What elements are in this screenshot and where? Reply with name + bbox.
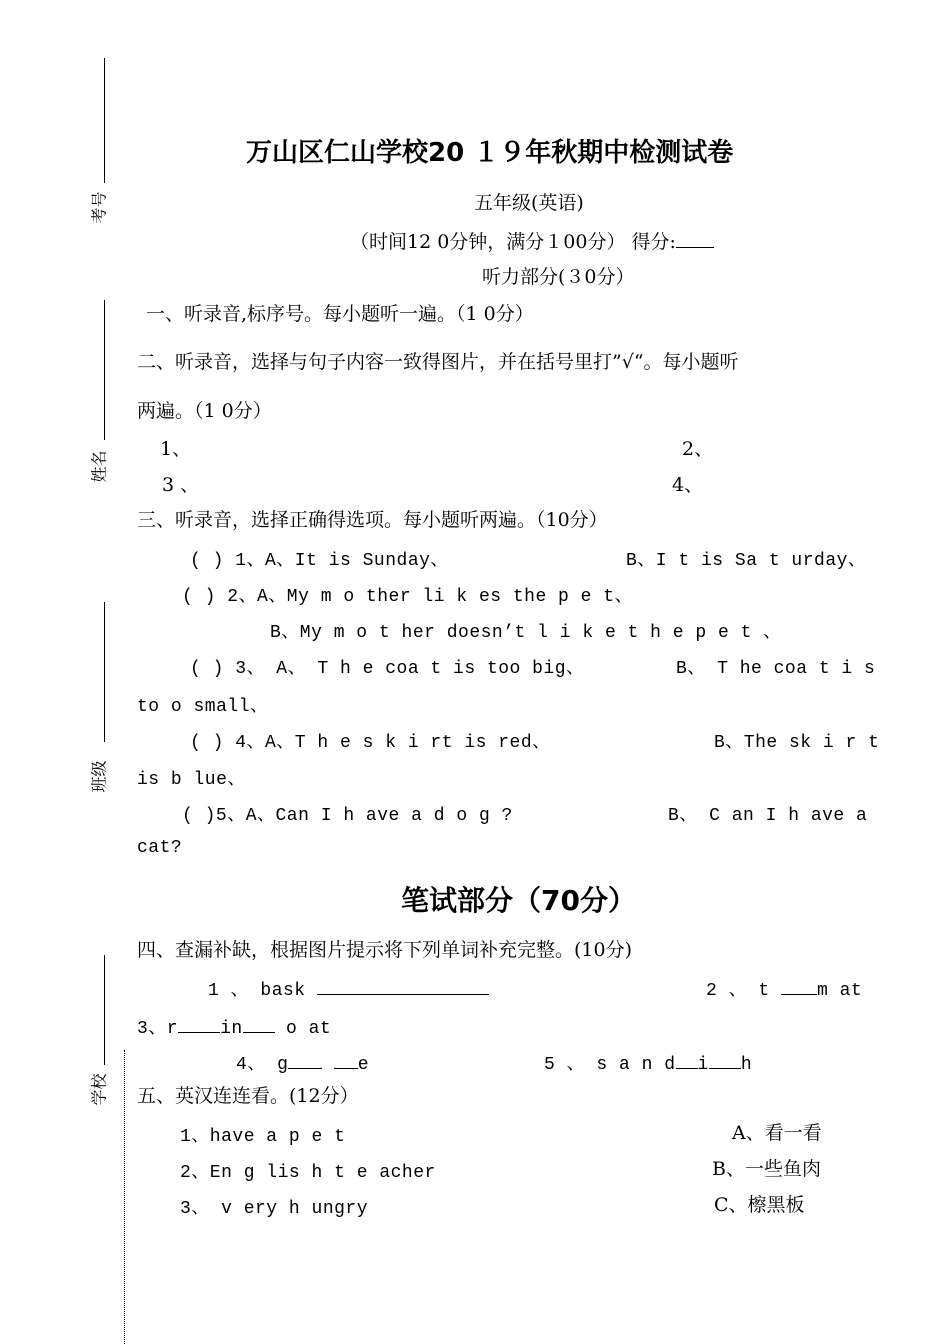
q5-english-3: 3、 v ery h ungry	[180, 1199, 369, 1219]
q2-item-2: 2、	[682, 438, 714, 460]
q5-chinese-c: C、檫黑板	[714, 1194, 805, 1216]
q4-word-3	[137, 1013, 331, 1039]
q3-item5-option-b-cont: cat?	[137, 838, 183, 858]
q4-word-5-text-b: i	[697, 1055, 709, 1075]
q2-item-4: 4、	[672, 474, 704, 496]
q4-word-1-text: 1 、 bask	[208, 981, 306, 1001]
q5-instruction: 五、英汉连连看。(12分）	[137, 1085, 359, 1107]
q3-item4-option-b: B、The sk i r t	[714, 733, 880, 753]
q3-instruction: 三、听录音，选择正确得选项。每小题听两遍。（10分）	[137, 509, 608, 531]
q4-word-4-blank-2[interactable]	[334, 1050, 358, 1069]
q4-word-1-blank[interactable]	[317, 976, 489, 995]
q2-instruction-line1: 二、听录音，选择与句子内容一致得图片，并在括号里打”√“。每小题听	[137, 351, 739, 373]
time-info: （时间12 0分钟，满分１00分） 得分:	[350, 231, 676, 253]
margin-label-banji: 班级	[89, 760, 109, 793]
q4-word-5-blank-1[interactable]	[676, 1050, 698, 1069]
margin-line-kaohao	[104, 58, 105, 183]
q4-word-1	[208, 975, 489, 1001]
margin-line-xuexiao	[104, 955, 105, 1065]
q4-word-2-text-b: m at	[817, 981, 863, 1001]
q3-item4-option-a: ( ) 4、A、T h e s k i rt is red、	[190, 733, 551, 753]
q4-word-3-text-c: o at	[286, 1019, 332, 1039]
q5-english-1: 1、have a p e t	[180, 1127, 346, 1147]
q4-word-3-text-a: 3、r	[137, 1019, 179, 1039]
q3-item4-option-b-cont: is b lue、	[137, 770, 246, 790]
margin-line-xingming	[104, 300, 105, 440]
q2-item-1: 1、	[160, 438, 192, 460]
q2-instruction-line2: 两遍。（1 0分）	[137, 400, 272, 422]
q4-word-2-text-a: 2 、 t	[706, 981, 770, 1001]
q3-item5-option-b: B、 C an I h ave a	[668, 806, 868, 826]
listening-title: 听力部分(３0分）	[482, 266, 635, 288]
q4-word-3-text-b: in	[220, 1019, 243, 1039]
q3-item1-option-b: B、I t is Sa t urday、	[626, 551, 867, 571]
q3-item5-option-a: ( )5、A、Can I h ave a d o g ?	[182, 806, 513, 826]
q3-item1-option-a: ( ) 1、A、It is Sunday、	[190, 551, 449, 571]
q5-chinese-a: A、看一看	[732, 1122, 822, 1144]
q4-word-3-blank-2[interactable]	[243, 1014, 275, 1033]
grade-subject: 五年级(英语)	[474, 192, 584, 214]
score-blank	[676, 229, 714, 248]
q4-word-4-text-b: e	[357, 1055, 370, 1075]
q1-instruction: 一、听录音,标序号。每小题听一遍。（1 0分）	[146, 303, 534, 325]
q4-instruction: 四、查漏补缺，根据图片提示将下列单词补充完整。(10分)	[137, 939, 633, 961]
q3-item2-option-a: ( ) 2、A、My m o ther li k es the p e t、	[182, 587, 634, 607]
margin-line-banji	[104, 602, 105, 742]
margin-label-xuexiao: 学校	[89, 1073, 109, 1106]
q4-word-2-blank[interactable]	[781, 976, 817, 995]
time-and-score	[350, 229, 714, 254]
q4-word-4	[236, 1049, 369, 1075]
margin-label-xingming: 姓名	[89, 450, 109, 483]
q4-word-2	[706, 975, 862, 1001]
q3-item3-option-b: B、 T he coa t i s	[676, 659, 876, 679]
exam-title: 万山区仁山学校20 １９年秋期中检测试卷	[246, 138, 734, 168]
q2-item-3: 3 、	[162, 474, 200, 496]
written-section-title: 笔试部分（70分）	[401, 884, 636, 917]
q5-english-2: 2、En g lis h t e acher	[180, 1163, 436, 1183]
q5-chinese-b: B、一些鱼肉	[712, 1158, 821, 1180]
q4-word-4-blank-1[interactable]	[288, 1050, 322, 1069]
q3-item3-option-a: ( ) 3、 A、 T h e coa t is too big、	[190, 659, 585, 679]
q3-item2-option-b: B、My m o t her doesn’t l i k e t h e p e t 、	[270, 623, 782, 643]
q4-word-5-text-a: 5 、 s a n d	[544, 1055, 676, 1075]
margin-dotted-line	[124, 1050, 125, 1344]
q4-word-5-text-c: h	[740, 1055, 753, 1075]
q3-item3-option-b-cont: to o small、	[137, 697, 269, 717]
q4-word-5-blank-2[interactable]	[709, 1050, 741, 1069]
q4-word-4-text-a: 4、 g	[236, 1055, 289, 1075]
q4-word-5	[544, 1049, 752, 1075]
q4-word-3-blank-1[interactable]	[178, 1014, 220, 1033]
margin-label-kaohao: 考号	[89, 191, 109, 224]
